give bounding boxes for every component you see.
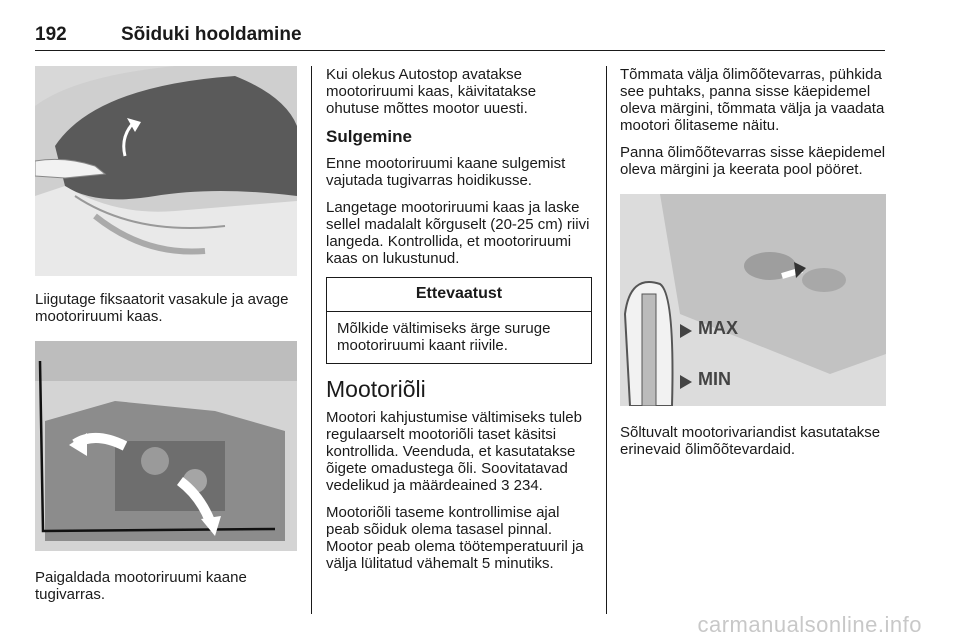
caution-box [326, 277, 592, 364]
closing-paragraph-1: Enne mootoriruumi kaane sulgemist vajutada tugivarras hoidikusse. [326, 155, 566, 189]
dipstick-paragraph-2: Panna õlimõõtevarras sisse käepidemel oleva märgini ja keerata pool pööret. [620, 144, 886, 178]
column-left [35, 66, 297, 613]
figure-caption-hood-release: Liigutage fiksaatorit vasakule ja avage mootoriruumi kaas. [35, 291, 289, 325]
column-right [620, 66, 886, 468]
page-reference-icon: 3 [501, 477, 510, 494]
page-number: 192 [35, 24, 67, 45]
engine-oil-paragraph-2: Mootoriõli taseme kontrollimise ajal peab sõiduk olema tasasel pinnal. Mootor peab olema töötemperatuuril ja välja lülitatud vähemalt 5 minutiks. [326, 504, 584, 572]
caution-text: Mõlkide vältimiseks ärge suruge mootoriruumi kaant riivile. [337, 320, 551, 354]
dipstick-min-label: MIN [698, 369, 731, 389]
heading-engine-oil: Mootoriõli [326, 376, 426, 402]
closing-paragraph-2: Langetage mootoriruumi kaas ja laske sellel madalalt kõrguselt (20-25 cm) riivi langeda. Kontrollida, et mootoriruumi kaas on lukustunud. [326, 199, 590, 267]
autostop-paragraph: Kui olekus Autostop avatakse mootoriruumi kaas, käivitatakse ohutuse mõttes mootor uuesti. [326, 66, 537, 117]
engine-oil-paragraph-1 [326, 409, 592, 494]
column-divider-2 [606, 66, 607, 614]
hood-release-illustration [35, 66, 297, 276]
heading-closing: Sulgemine [326, 127, 412, 146]
oil-dipstick-illustration [620, 194, 886, 406]
page-header [35, 22, 885, 51]
reference-page: 234. [513, 477, 543, 494]
column-divider-1 [311, 66, 312, 614]
dipstick-paragraph-1: Tõmmata välja õlimõõtevarras, pühkida see puhtaks, panna sisse käepidemel oleva märgini, tõmmata välja ja vaadata mootori õlitaseme näitu. [620, 66, 885, 134]
watermark: carmanualsonline.info [697, 612, 922, 637]
hood-support-rod-illustration [35, 341, 297, 551]
dipstick-caption: Sõltuvalt mootorivariandist kasutatakse erinevaid õlimõõtevardaid. [620, 424, 881, 458]
dipstick-max-label: MAX [698, 318, 738, 338]
figure-caption-support-rod: Paigaldada mootoriruumi kaane tugivarras. [35, 569, 247, 603]
column-middle [326, 66, 592, 582]
caution-title: Ettevaatust [327, 278, 591, 312]
page-title: Sõiduki hooldamine [121, 24, 302, 45]
engine-oil-text: Mootori kahjustumise vältimiseks tuleb regulaarselt mootoriõli taset käsitsi kontrollida. Veenduda, et kasutatakse õigete omadustega õli. Soovitatavad vedelikud ja määrdeained [326, 409, 582, 494]
